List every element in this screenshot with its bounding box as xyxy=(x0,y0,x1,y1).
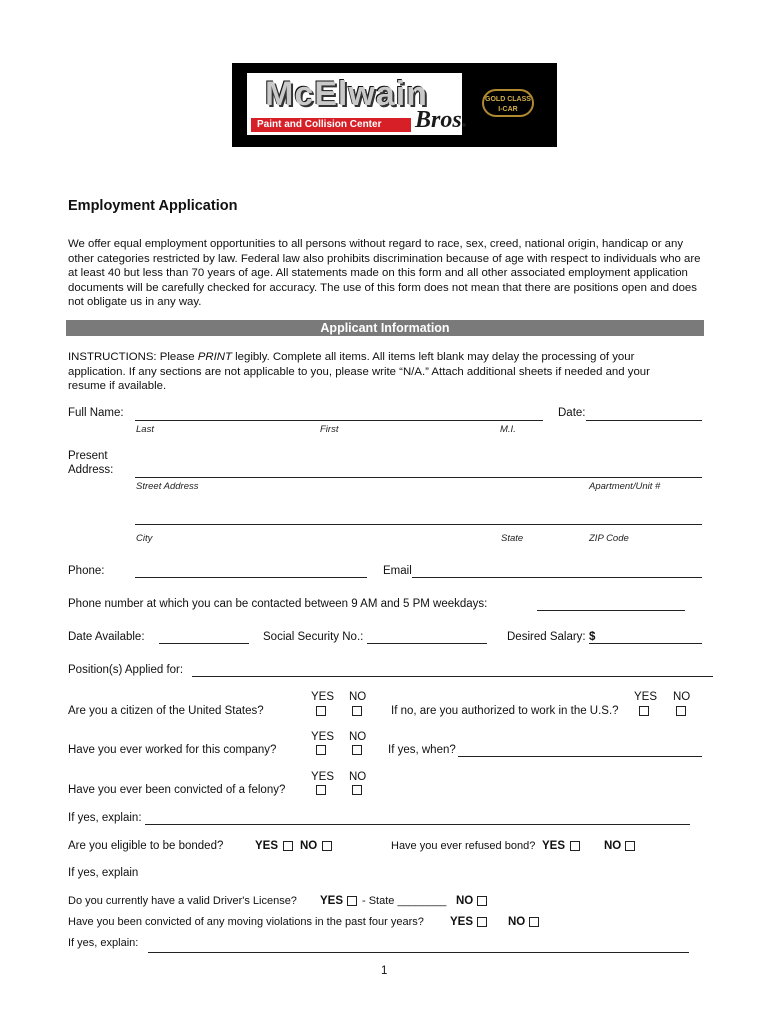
violations-yes-checkbox[interactable] xyxy=(477,917,487,927)
authorized-yes-checkbox[interactable] xyxy=(639,706,649,716)
citizen-question: Are you a citizen of the United States? xyxy=(68,705,264,717)
logo-bros: Bros. xyxy=(415,107,468,133)
desired-salary-label: Desired Salary: xyxy=(507,631,586,643)
if-yes-when-label: If yes, when? xyxy=(388,744,456,756)
license-no-checkbox[interactable] xyxy=(477,896,487,906)
no-header: NO xyxy=(673,691,691,703)
authorized-no-checkbox[interactable] xyxy=(676,706,686,716)
violations-explain-label: If yes, explain: xyxy=(68,937,139,949)
full-name-field[interactable] xyxy=(135,420,543,421)
last-name-caption: Last xyxy=(136,424,154,435)
instructions: INSTRUCTIONS: Please PRINT legibly. Complete all items. All items left blank may delay the processing of your application. If any sections are not applicable to you, please write “N/A.” Attach additional sheets if needed and your resume if available. xyxy=(68,351,650,393)
violations-no-checkbox[interactable] xyxy=(529,917,539,927)
zip-caption: ZIP Code xyxy=(589,533,629,544)
gold-class-badge: GOLD CLASS I-CAR xyxy=(482,89,534,117)
state-caption: State xyxy=(501,533,524,544)
mi-caption: M.I. xyxy=(500,424,516,435)
section-header: Applicant Information xyxy=(66,320,704,336)
license-state-field[interactable]: - State ________ xyxy=(362,895,447,907)
no-header: NO xyxy=(349,771,367,783)
company-logo xyxy=(232,63,557,147)
bonded-no-checkbox[interactable] xyxy=(322,841,332,851)
phone-label: Phone: xyxy=(68,565,105,577)
page-title: Employment Application xyxy=(68,198,238,214)
felony-explain-label: If yes, explain: xyxy=(68,812,142,824)
worked-no-checkbox[interactable] xyxy=(352,745,362,755)
violations-no-label: NO xyxy=(508,916,526,928)
bonded-no-label: NO xyxy=(300,840,318,852)
violations-question: Have you been convicted of any moving violations in the past four years? xyxy=(68,916,424,928)
refused-yes-label: YES xyxy=(542,840,566,852)
worked-question: Have you ever worked for this company? xyxy=(68,744,277,756)
yes-header: YES xyxy=(634,691,658,703)
authorized-question: If no, are you authorized to work in the U.S.? xyxy=(391,705,619,717)
felony-yes-checkbox[interactable] xyxy=(316,785,326,795)
license-yes-label: YES xyxy=(320,895,344,907)
positions-field[interactable] xyxy=(192,676,713,677)
positions-label: Position(s) Applied for: xyxy=(68,664,184,676)
present-label: Present xyxy=(68,450,108,462)
street-caption: Street Address xyxy=(136,481,199,492)
no-header: NO xyxy=(349,731,367,743)
phone-field[interactable] xyxy=(135,577,367,578)
no-header: NO xyxy=(349,691,367,703)
bonded-yes-checkbox[interactable] xyxy=(283,841,293,851)
yes-header: YES xyxy=(311,731,335,743)
if-yes-when-field[interactable] xyxy=(458,756,702,757)
refused-no-checkbox[interactable] xyxy=(625,841,635,851)
date-field[interactable] xyxy=(586,420,702,421)
contact-phone-field[interactable] xyxy=(537,610,685,611)
yes-header: YES xyxy=(311,771,335,783)
refused-no-label: NO xyxy=(604,840,622,852)
city-state-zip-field[interactable] xyxy=(135,524,702,525)
first-name-caption: First xyxy=(320,424,339,435)
refused-bond-question: Have you ever refused bond? xyxy=(391,840,536,852)
felony-no-checkbox[interactable] xyxy=(352,785,362,795)
ssn-label: Social Security No.: xyxy=(263,631,364,643)
date-available-field[interactable] xyxy=(159,643,249,644)
logo-brand-text: McElwain xyxy=(265,75,428,113)
email-field[interactable] xyxy=(412,577,702,578)
date-label: Date: xyxy=(558,407,586,419)
violations-yes-label: YES xyxy=(450,916,474,928)
worked-yes-checkbox[interactable] xyxy=(316,745,326,755)
street-address-field[interactable] xyxy=(135,477,702,478)
violations-explain-field[interactable] xyxy=(148,952,689,953)
full-name-label: Full Name: xyxy=(68,407,124,419)
city-caption: City xyxy=(136,533,153,544)
refused-yes-checkbox[interactable] xyxy=(570,841,580,851)
bonded-yes-label: YES xyxy=(255,840,279,852)
felony-question: Have you ever been convicted of a felony? xyxy=(68,784,286,796)
license-yes-checkbox[interactable] xyxy=(347,896,357,906)
email-label: Email xyxy=(383,565,412,577)
ssn-field[interactable] xyxy=(367,643,487,644)
license-no-label: NO xyxy=(456,895,474,907)
citizen-no-checkbox[interactable] xyxy=(352,706,362,716)
license-question: Do you currently have a valid Driver's License? xyxy=(68,895,297,907)
yes-header: YES xyxy=(311,691,335,703)
contact-phone-label: Phone number at which you can be contacted between 9 AM and 5 PM weekdays: xyxy=(68,598,488,610)
apt-caption: Apartment/Unit # xyxy=(589,481,661,492)
bond-explain-label: If yes, explain xyxy=(68,867,139,879)
bonded-question: Are you eligible to be bonded? xyxy=(68,840,224,852)
address-label: Address: xyxy=(68,464,114,476)
dollar-sign: $ xyxy=(589,631,596,643)
page-number: 1 xyxy=(381,965,388,977)
felony-explain-field[interactable] xyxy=(145,824,690,825)
citizen-yes-checkbox[interactable] xyxy=(316,706,326,716)
date-available-label: Date Available: xyxy=(68,631,145,643)
desired-salary-field[interactable] xyxy=(589,643,702,644)
intro-paragraph: We offer equal employment opportunities to all persons without regard to race, sex, creed, national origin, handicap or any other categories restricted by law. Federal law also prohibits discrimination because of age with respect to individuals who are at least 40 but less than 70 years of age. All statements made on this form and all other associated employment application documents will be carefully checked for accuracy. The use of this form does not mean that there are positions open and does not obligate us in any way. xyxy=(68,238,701,309)
logo-tagline: Paint and Collision Center xyxy=(251,118,411,132)
